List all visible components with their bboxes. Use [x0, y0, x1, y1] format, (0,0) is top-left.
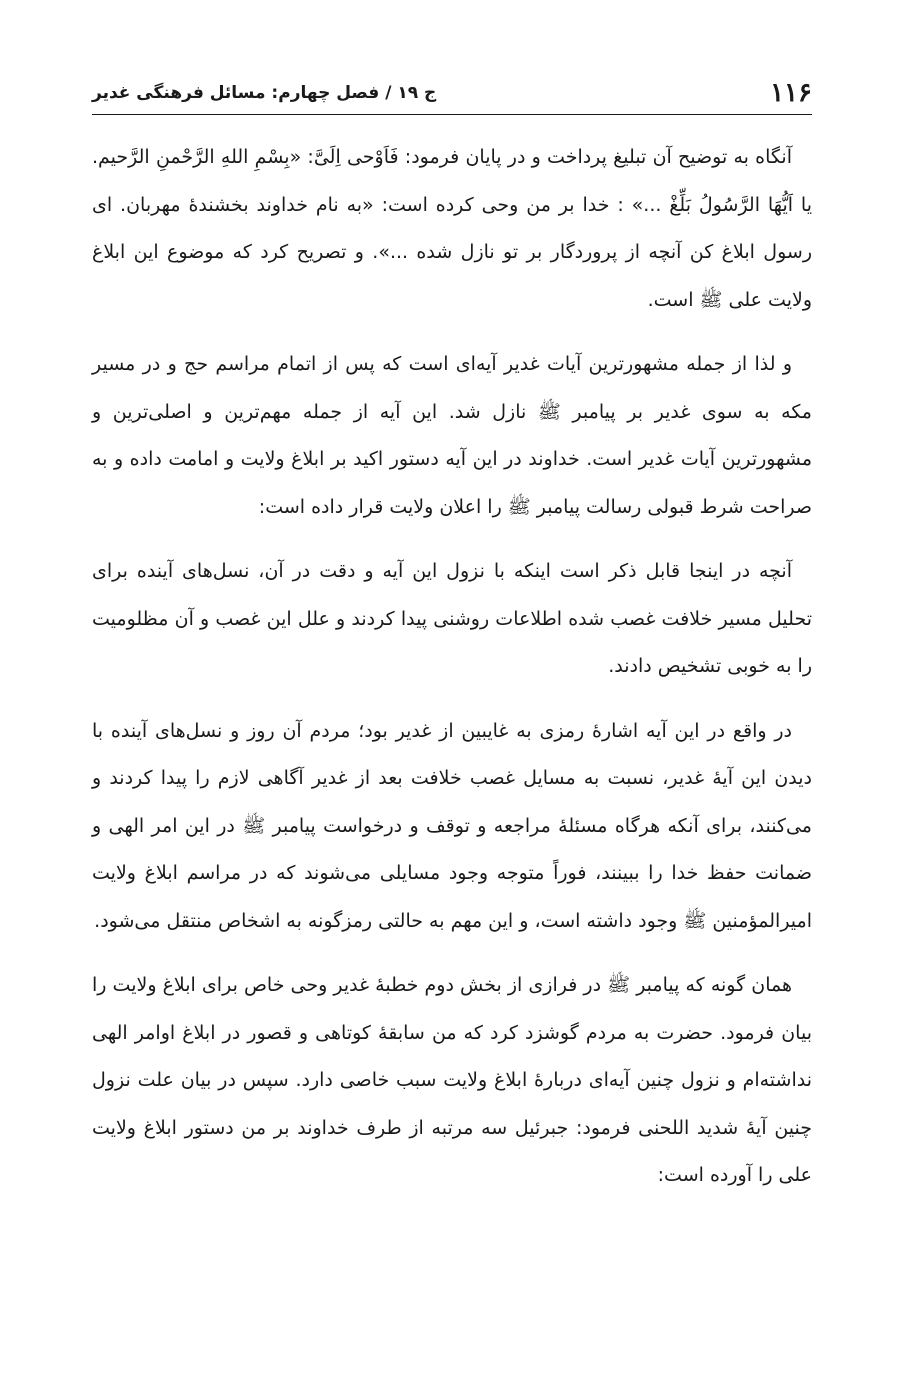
page-number: ۱۱۶	[770, 78, 812, 108]
paragraph: آنگاه به توضیح آن تبلیغ پرداخت و در پایان فرمود: فَاَوْحی اِلَیَّ: «بِسْمِ اللهِ الرَّحْمنِ الرَّحیم. یا اَیُّهَا الرَّسُولُ بَلِّغْ ...» : خدا بر من وحی کرده است: «به نام خداوند بخشندهٔ مهربان. ای رسول ابلاغ کن آنچه از پروردگار بر تو نازل شده ...». و تصریح کرد که موضوع این ابلاغ ولایت علی ﷺ است.	[92, 146, 812, 311]
paragraph: و لذا از جمله مشهورترین آیات غدیر آیه‌ای است که پس از اتمام مراسم حج و در مسیر مکه به سوی غدیر بر پیامبر ﷺ نازل شد. این آیه از جمله مهم‌ترین و اصلی‌ترین و مشهورترین آیات غدیر است. خداوند در این آیه دستور اکید بر ابلاغ ولایت و امامت داده و به صراحت شرط قبولی رسالت پیامبر ﷺ را اعلان ولایت قرار داده است:	[92, 353, 812, 518]
book-page	[92, 0, 812, 1390]
paragraph: آنچه در اینجا قابل ذکر است اینکه با نزول این آیه و دقت در آن، نسل‌های آینده برای تحلیل مسیر خلافت غصب شده اطلاعات روشنی پیدا کردند و علل این غصب و آن مظلومیت را به خوبی تشخیص دادند.	[92, 560, 812, 677]
paragraph: همان گونه که پیامبر ﷺ در فرازی از بخش دوم خطبهٔ غدیر وحی خاص برای ابلاغ ولایت را بیان فرمود. حضرت به مردم گوشزد کرد که من سابقهٔ کوتاهی و قصور در ابلاغ اوامر الهی نداشته‌ام و نزول چنین آیه‌ای دربارهٔ ابلاغ ولایت سبب خاصی دارد. سپس در بیان علت نزول چنین آیهٔ شدید اللحنی فرمود: جبرئیل سه مرتبه از طرف خداوند بر من دستور ابلاغ ولایت علی را آورده است:	[92, 974, 812, 1186]
paragraph: در واقع در این آیه اشارهٔ رمزی به غایبین از غدیر بود؛ مردم آن روز و نسل‌های آینده با دیدن این آیهٔ غدیر، نسبت به مسایل غصب خلافت بعد از غدیر آگاهی لازم را پیدا کردند و می‌کنند، برای آنکه هرگاه مسئلهٔ مراجعه و توقف و درخواست پیامبر ﷺ در این امر الهی و ضمانت حفظ خدا را ببینند، فوراً متوجه وجود مسایلی می‌شوند که در مراسم ابلاغ ولایت امیرالمؤمنین ﷺ وجود داشته است، و این مهم به حالتی رمزگونه به اشخاص منتقل می‌شود.	[92, 719, 812, 932]
running-header	[92, 72, 812, 115]
body-text	[92, 134, 812, 1217]
chapter-title: ج ۱۹ / فصل چهارم: مسائل فرهنگی غدیر	[92, 83, 437, 103]
